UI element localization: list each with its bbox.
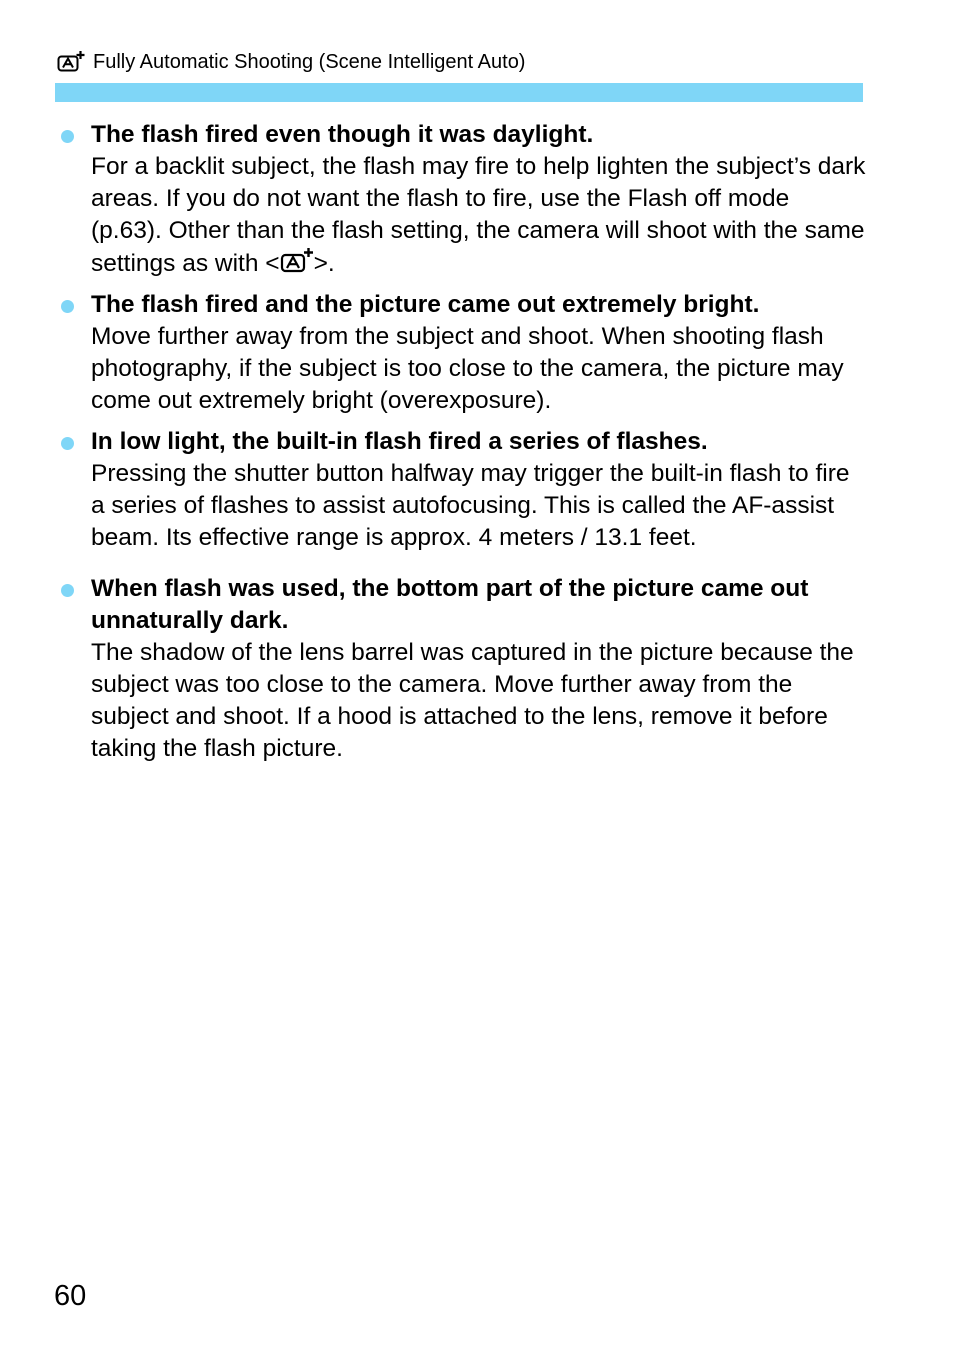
item-title: The flash fired even though it was daylight.	[91, 121, 594, 148]
troubleshooting-list	[56, 119, 866, 774]
item-body: Move further away from the subject and shoot. When shooting flash photography, if the subject is too close to the camera, the picture may come out extremely bright (overexposure).	[91, 323, 844, 414]
item-title: When flash was used, the bottom part of the picture came out unnaturally dark.	[91, 575, 809, 634]
item-body: Pressing the shutter button halfway may trigger the built-in flash to fire a series of flashes to assist autofocusing. This is called the AF-assist beam. Its effective range is approx. 4 meters / 13.1 feet.	[91, 460, 850, 551]
bullet-dot	[61, 437, 74, 450]
header-bar	[55, 83, 863, 102]
item-title: In low light, the built-in flash fired a series of flashes.	[91, 428, 708, 455]
scene-intelligent-auto-icon	[280, 247, 314, 274]
list-item	[56, 289, 866, 417]
item-title: The flash fired and the picture came out extremely bright.	[91, 291, 760, 318]
item-body	[91, 151, 866, 280]
item-body-suffix: >.	[313, 250, 335, 277]
bullet-dot	[61, 300, 74, 313]
scene-intelligent-auto-icon	[57, 50, 85, 74]
running-header	[57, 48, 525, 76]
list-item	[56, 573, 866, 765]
bullet-dot	[61, 130, 74, 143]
list-item	[56, 426, 866, 554]
bullet-dot	[61, 584, 74, 597]
item-body: The shadow of the lens barrel was captured in the picture because the subject was too close to the camera. Move further away from the subject and shoot. If a hood is attached to the lens, remove it before taking the flash picture.	[91, 639, 854, 762]
list-item	[56, 119, 866, 280]
header-title: Fully Automatic Shooting (Scene Intelligent Auto)	[93, 50, 526, 73]
item-body-text: For a backlit subject, the flash may fire to help lighten the subject’s dark areas. If you do not want the flash to fire, use the Flash off mode (p.63). Other than the flash setting, the camera will shoot with the same settings as with <	[91, 153, 866, 277]
page-number: 60	[54, 1280, 87, 1312]
